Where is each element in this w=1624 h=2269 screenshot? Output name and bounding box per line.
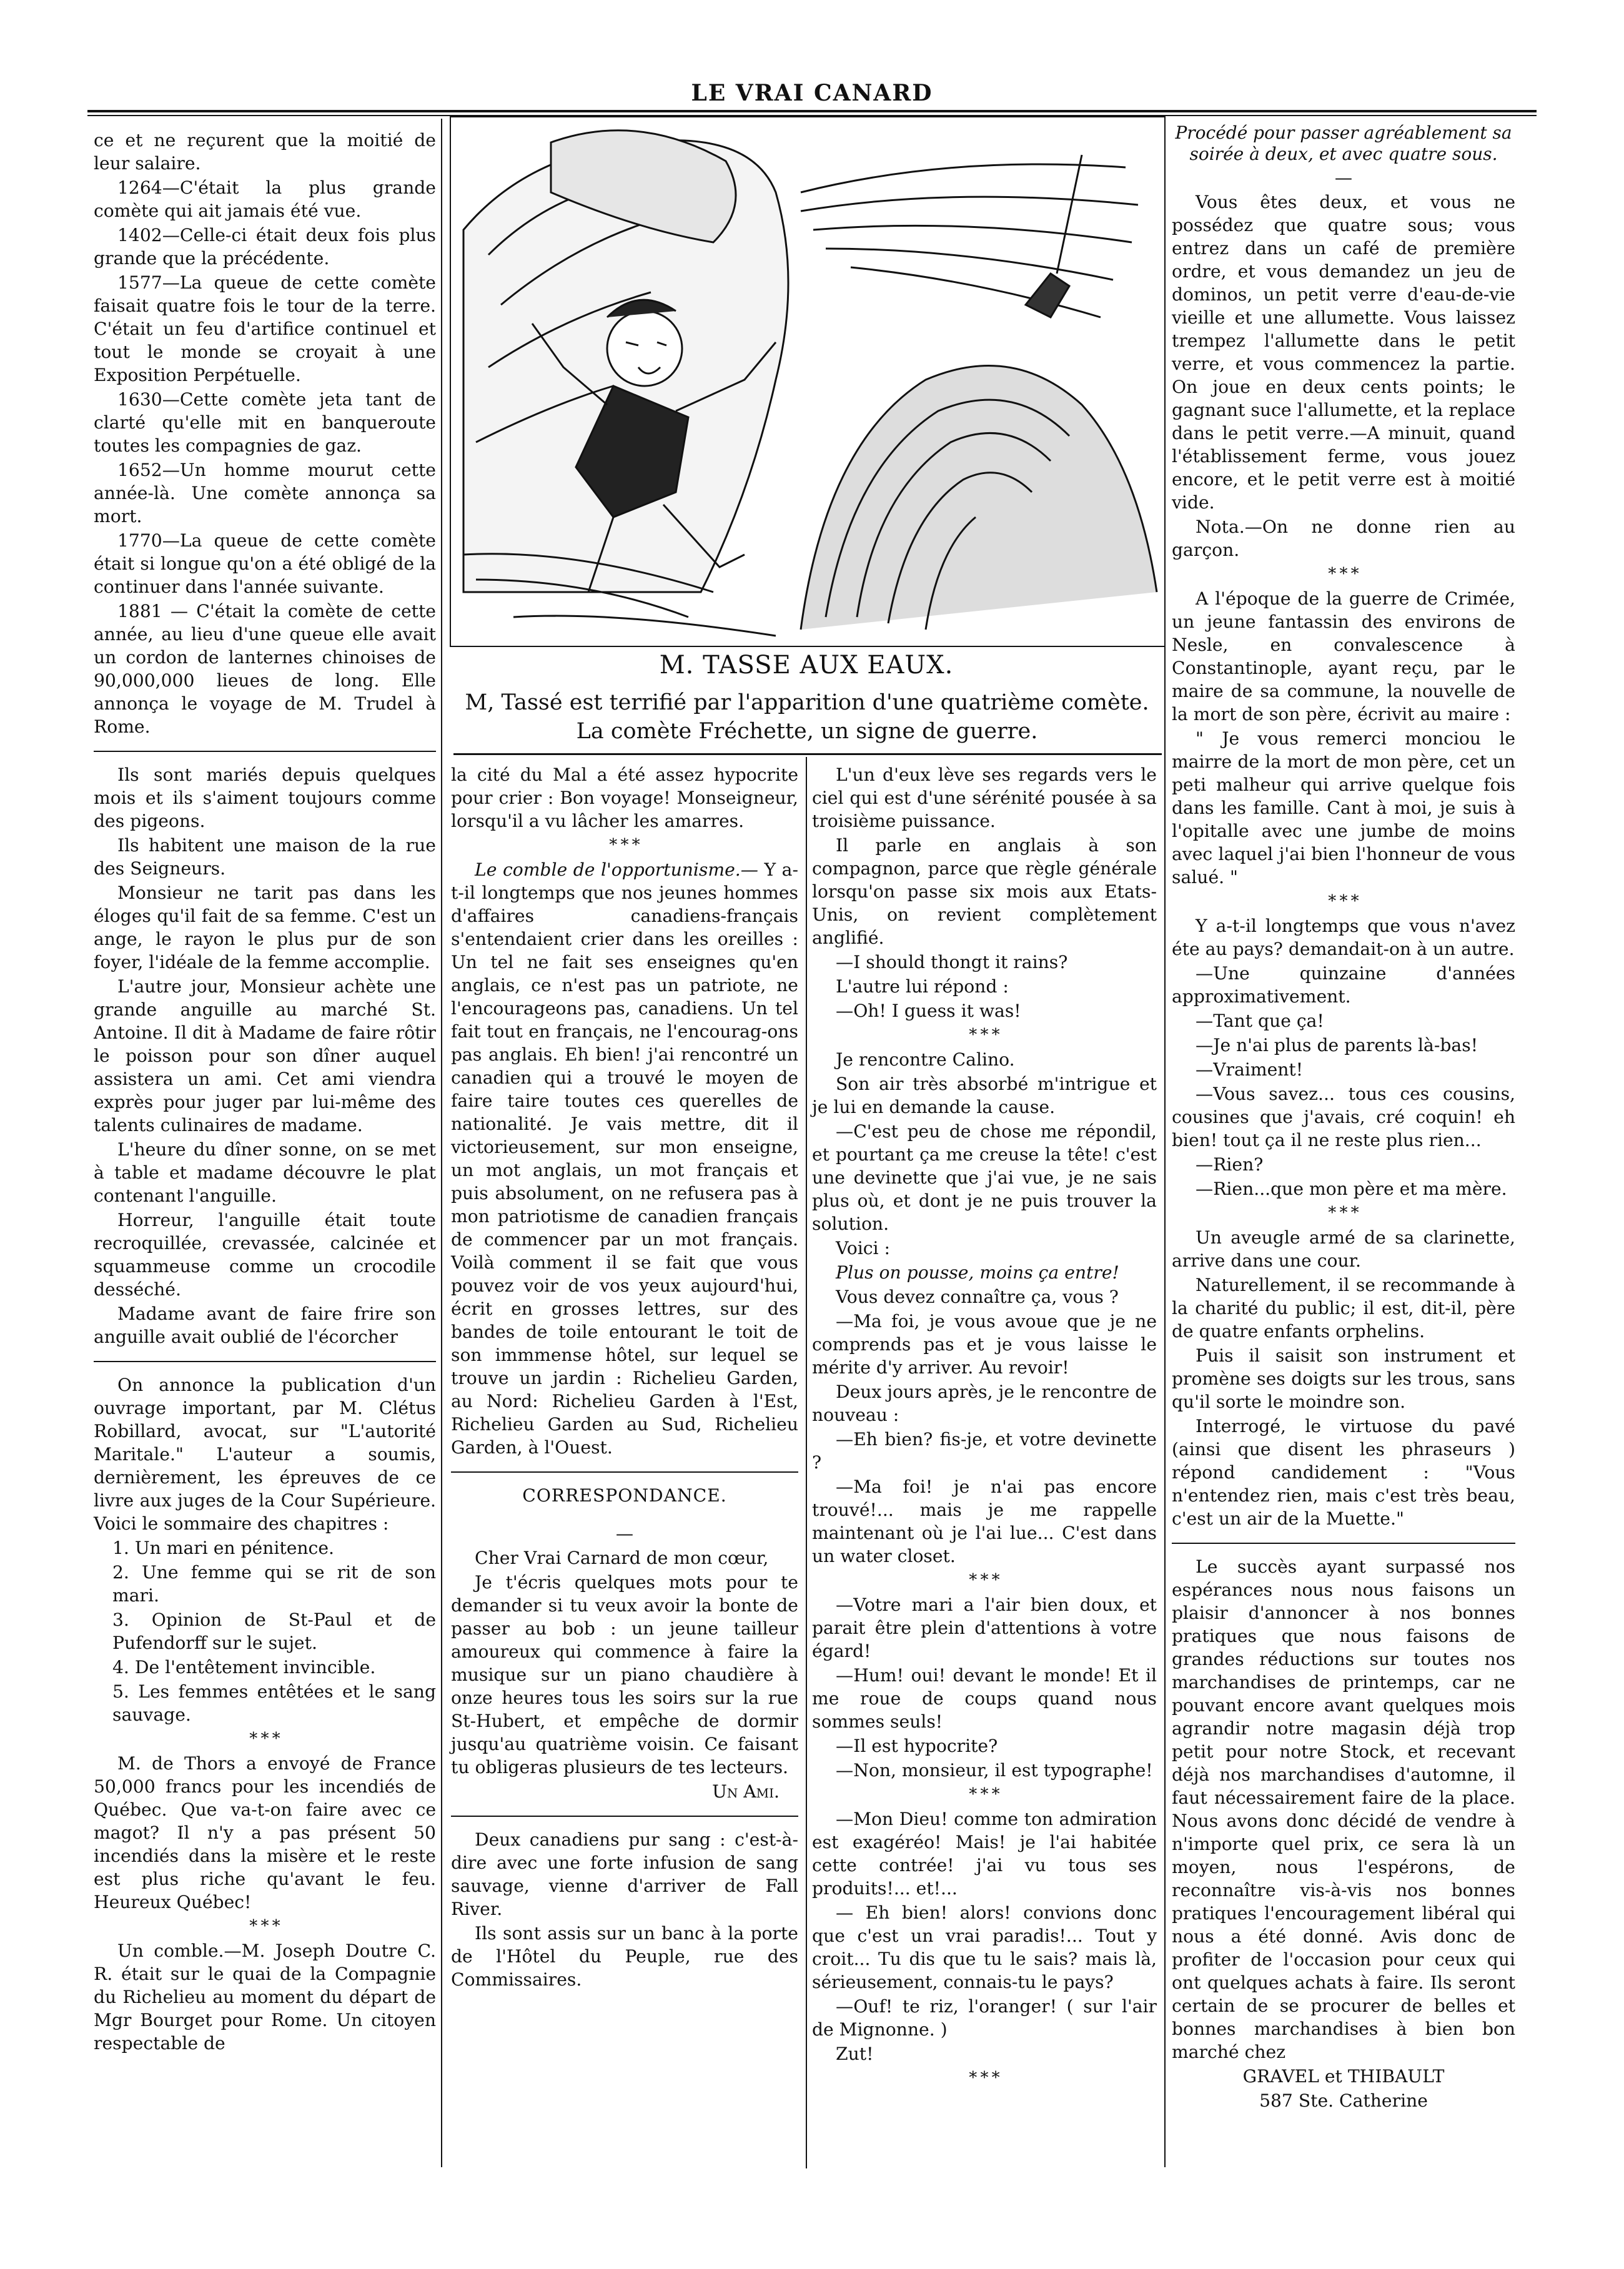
mari-paragraph: —Il est hypocrite? [836, 1736, 998, 1756]
aveugle-paragraph: Puis il saisit son instrument et promène ses doigts sur les trous, sans qu'il sorte le moindre son. [1172, 1345, 1515, 1412]
advertiser-address: 587 Ste. Catherine [1259, 2090, 1428, 2111]
masthead: LE VRAI CANARD [691, 80, 933, 106]
dash-divider: — [1334, 167, 1353, 188]
procede-paragraph: Vous êtes deux, et vous ne possédez que quatre sous; vous entrez dans un café de première ordre, et vous demandez un jeu de dominos, un petit verre d'eau-de-vie vieille et une allumette. Vous laissez trempez l'allumette dans le petit verre, et vous commencez la partie. On joue en deux cents points; le gagnant suce l'allumette, et la replace dans le petit verre.—A minuit, quand l'établissement ferme, vous jouez encore, et le petit verre est à moitié vide. [1172, 192, 1515, 513]
anguille-paragraph: Horreur, l'anguille était toute recroquillée, crevassée, calcinée et squammeuse comme un crocodile desséché. [94, 1210, 436, 1300]
calino-paragraph: Voici : [836, 1238, 891, 1258]
anguille-paragraph: Madame avant de faire frire son anguille avait oublié de l'écorcher [94, 1303, 436, 1347]
asterism: * * * [1328, 892, 1359, 911]
aveugle-paragraph: Un aveugle armé de sa clarinette, arrive dans une cour. [1172, 1227, 1515, 1271]
calino-paragraph: Deux jours après, je le rencontre de nouveau : [812, 1382, 1157, 1425]
engraving-drawing [451, 117, 1164, 646]
column-rule-2 [806, 757, 807, 2168]
cite-du-mal-paragraph: la cité du Mal a été assez hypocrite pour crier : Bon voyage! Monseigneur, lorsqu'il a vu lâcher les amarres. [451, 764, 798, 831]
opportunisme-text: Y a-t-il longtemps que nos jeunes hommes d'affaires canadiens-français s'entendaient crier dans les oreilles : Un tel ne fait ses enseignes qu'en anglais, ce n'est pas un patriote, ne l'encourageons pas, canadiens. Un tel fait tout en français, ne l'encourag-ons pas anglais. Eh bien! j'ai rencontré un canadien qui a trouvé le moyen de faire taire toutes ces querelles de nationalité. Je vais mettre, dit il victorieusement, sur mon enseigne, un mot anglais, un mot français et puis absolument, on ne refusera pas à mon patriotisme de canadien français de commencer par un mot français. Voilà comment il se fait que vous pouvez voir de vos yeux aujourd'hui, écrit en grosses lettres, sur des bandes de toile entourant le toit de son immmense hôtel, sur lequel se trouve un jardin : Richelieu Garden, au Nord: Richelieu Garden à l'Est, Richelieu Garden au Sud, Richelieu Garden, à l'Ouest. [451, 859, 799, 1458]
comet-entry: 1630—Cette comète jeta tant de clarté qu'elle mit en banqueroute toutes les compagnies de gaz. [94, 389, 436, 456]
doutre-paragraph: Un comble.—M. Joseph Doutre C. R. était sur le quai de la Compagnie du Richelieu au moment du départ de Mgr Bourget pour Rome. Un citoyen respectable de [94, 1940, 436, 2054]
advertisement: Le succès ayant surpassé nos espérances nous nous faisons un plaisir d'annoncer à nos bonnes pratiques que nous faisons de grandes réductions sur toutes nos marchandises de printemps, car ne pouvant encore avant quelques mois agrandir notre magasin déjà trop petit pour notre Stock, et recevant déjà nos marchandises d'automne, il faut nécessairement faire de la place. Nous avons donc décidé de vendre à n'importe quel prix, ce sera là un moyen, nous l'espérons, de reconnaître vis-à-vis nos bonnes pratiques l'encouragement libéral qui nous a été donné. Avis donc de profiter de l'occasion pour ceux qui ont quelques achats à faire. Ils seront certain de se procurer de belles et bonnes marchandises à bien bon marché chez [1172, 1556, 1515, 2062]
chapter-item: 3. Opinion de St-Paul et de Pufendorff sur le sujet. [112, 1609, 436, 1653]
asterism: * * * [969, 1571, 1000, 1589]
separator [94, 751, 436, 752]
calino-paragraph: —Eh bien? fis-je, et votre devinette ? [812, 1429, 1157, 1473]
column-1 [94, 129, 436, 2056]
anglifie-paragraph: L'un d'eux lève ses regards vers le ciel qui est d'une sérénité pousée à sa troisième puissance. [812, 764, 1157, 831]
anguille-paragraph: L'heure du dîner sonne, on se met à table et madame découvre le plat contenant l'anguille. [94, 1139, 436, 1206]
separator [1172, 1543, 1515, 1544]
parents-paragraph: —Vous savez... tous ces cousins, cousines que j'avais, cré coquin! eh bien! tout ça il ne reste plus rien... [1172, 1084, 1515, 1150]
riddle: Plus on pousse, moins ça entre! [836, 1262, 1119, 1283]
aveugle-paragraph: Interrogé, le virtuose du pavé (ainsi que disent les phraseurs ) répond candidement : "Vous n'entendez rien, mais c'est très beau, c'est un air de la Muette." [1172, 1416, 1515, 1529]
anguille-paragraph: L'autre jour, Monsieur achète une grande anguille au marché St. Antoine. Il dit à Madame de faire rôtir le poisson pour son dîner auquel assistera un ami. Cet ami viendra exprès pour juger par lui-même des talents culinaires de madame. [94, 976, 436, 1135]
calino-paragraph: —Ma foi! je n'ai pas encore trouvé!... mais je me rappelle maintenant où je l'ai lue... C'est dans un water closet. [812, 1476, 1157, 1566]
asterism: * * * [1328, 565, 1359, 583]
comet-entry: 1770—La queue de cette comète était si longue qu'on a été obligé de la continuer dans l'année suivante. [94, 530, 436, 597]
asterism: * * * [609, 836, 640, 854]
asterism: * * * [249, 1917, 280, 1935]
calino-paragraph: Son air très absorbé m'intrigue et je lui en demande la cause. [812, 1074, 1157, 1117]
illustration-tasse-comet [450, 116, 1166, 647]
calino-paragraph: Vous devez connaître ça, vous ? [836, 1287, 1119, 1307]
anglifie-line: L'autre lui répond : [836, 976, 1009, 997]
calino-paragraph: —Ma foi, je vous avoue que je ne comprends pas et je vous laisse le mérite d'y arriver. Au revoir! [812, 1311, 1157, 1378]
correspondance-body: Je t'écris quelques mots pour te demander si tu veux avoir la bonte de passer au bob : un jeune tailleur amoureux qui commence à faire la musique sur un piano chaudière à onze heures tous les soirs sur la rue St-Hubert, et empêche de dormir jusqu'au quatrième voisin. Ce faisant tu obligeras plusieurs de tes lecteurs. [451, 1572, 798, 1777]
parents-paragraph: —Je n'ai plus de parents là-bas! [1196, 1035, 1478, 1055]
parents-paragraph: —Une quinzaine d'années approximativement. [1172, 963, 1515, 1007]
comet-entry: 1577—La queue de cette comète faisait quatre fois le tour de la terre. C'était un feu d'artifice continuel et tout le monde se croyait à une Exposition Perpétuelle. [94, 272, 436, 385]
anguille-paragraph: Ils habitent une maison de la rue des Seigneurs. [94, 835, 436, 879]
comet-entry: 1402—Celle-ci était deux fois plus grande que la précédente. [94, 225, 436, 269]
chapter-item: 5. Les femmes entêtées et le sang sauvage. [112, 1681, 436, 1725]
calino-paragraph: Je rencontre Calino. [836, 1049, 1015, 1070]
pays-paragraph: —Mon Dieu! comme ton admiration est exagéréo! Mais! je l'ai habitée cette contrée! j'ai vu tous ses produits!... et!... [812, 1809, 1157, 1899]
asterism: * * * [249, 1729, 280, 1748]
separator [451, 1816, 798, 1817]
mari-paragraph: —Non, monsieur, il est typographe! [836, 1760, 1153, 1781]
canadiens-paragraph: Deux canadiens pur sang : c'est-à-dire avec une forte infusion de sang sauvage, vienne d'arriver de Fall River. [451, 1829, 798, 1919]
column-4 [1172, 122, 1515, 2113]
opportunisme-paragraph [451, 858, 798, 1459]
anglifie-paragraph: Il parle en anglais à son compagnon, parce que règle générale lorsqu'on passe six mois aux Etats-Unis, on revient complètement anglifié. [812, 835, 1157, 948]
asterism: * * * [1328, 1204, 1359, 1222]
chapter-item: 2. Une femme qui se rit de son mari. [112, 1562, 436, 1606]
asterism: * * * [969, 2069, 1000, 2087]
parents-paragraph: —Vraiment! [1196, 1059, 1304, 1080]
column-3 [812, 763, 1157, 2091]
parents-paragraph: Y a-t-il longtemps que vous n'avez éte au pays? demandait-on à un autre. [1172, 916, 1515, 959]
chapter-item: 4. De l'entêtement invincible. [112, 1657, 376, 1678]
separator [94, 1361, 436, 1362]
comet-entry: 1881 — C'était la comète de cette année, au lieu d'une queue elle avait un cordon de lanternes chinoises de 90,000,000 lieues de long. Elle annonça le voyage de M. Trudel à Rome. [94, 601, 436, 737]
separator [451, 1471, 798, 1473]
canadiens-paragraph-2: Ils sont assis sur un banc à la porte de l'Hôtel du Peuple, rue des Commissaires. [451, 1923, 798, 1990]
opportunisme-heading: Le comble de l'opportunisme.— [475, 859, 758, 880]
anglifie-line: —Oh! I guess it was! [836, 1001, 1021, 1021]
crimee-letter: " Je vous remerci monciou le mairre de la mort de mon père, cet un peti malheur qui arrive quelque fois dans les famille. Cant à moi, je suis à l'opitalle avec une jumbe de moins avec laquel j'ai bien l'honneur de vous salué. " [1172, 728, 1515, 887]
correspondance-signature: Un Ami. [712, 1781, 780, 1802]
asterism: * * * [969, 1026, 1000, 1044]
parents-paragraph: —Rien? [1196, 1154, 1264, 1175]
asterism: * * * [969, 1785, 1000, 1804]
comet-entry: ce et ne reçurent que la moitié de leur salaire. [94, 130, 436, 174]
illustration-caption: M, Tassé est terrifié par l'apparition d'une quatrième comète. La comète Fréchette, un signe de guerre. [465, 690, 1149, 744]
anglifie-line: —I should thongt it rains? [836, 952, 1068, 972]
parents-paragraph: —Rien...que mon père et ma mère. [1196, 1179, 1507, 1199]
calino-paragraph: —C'est peu de chose me répondil, et pourtant ça me creuse la tête! c'est une devinette que j'ai vue, je ne sais plus où, et dont je ne puis trouver la solution. [812, 1121, 1157, 1234]
parents-paragraph: —Tant que ça! [1196, 1011, 1324, 1031]
mari-paragraph: —Votre mari a l'air bien doux, et parait être plein d'attentions à votre égard! [812, 1594, 1157, 1661]
column-2 [451, 763, 798, 1992]
pays-paragraph: —Ouf! te riz, l'oranger! ( sur l'air de Mignonne. ) [812, 1996, 1157, 2040]
comet-entry: 1652—Un homme mourut cette année-là. Une comète annonça sa mort. [94, 460, 436, 526]
anguille-paragraph: Monsieur ne tarit pas dans les éloges qu'il fait de sa femme. C'est un ange, le rayon le plus pur de son foyer, l'idéale de la femme accomplie. [94, 882, 436, 972]
comet-entry: 1264—C'était la plus grande comète qui ait jamais été vue. [94, 177, 436, 221]
thors-paragraph: M. de Thors a envoyé de France 50,000 francs pour les incendiés de Québec. Que va-t-on faire avec ce magot? Il n'y a pas présent 50 incendiés dans la misère et le reste est plus riche qu'avant le feu. Heureux Québec! [94, 1753, 436, 1912]
mari-paragraph: —Hum! oui! devant le monde! Et il me roue de coups quand nous sommes seuls! [812, 1665, 1157, 1732]
masthead-rule-thick [87, 110, 1537, 112]
publication-intro: On annonce la publication d'un ouvrage important, par M. Clétus Robillard, avocat, sur "L'autorité Maritale." L'auteur a soumis, dernièrement, les épreuves de ce livre aux juges de la Cour Supérieure. Voici le sommaire des chapitres : [94, 1375, 436, 1534]
advertiser-name: GRAVEL et THIBAULT [1242, 2066, 1445, 2087]
correspondance-salutation: Cher Vrai Carnard de mon cœur, [475, 1548, 769, 1568]
dash-divider: — [615, 1523, 634, 1544]
caption-rule [453, 753, 1162, 755]
chapter-item: 1. Un mari en pénitence. [112, 1538, 334, 1558]
pays-paragraph: Zut! [836, 2044, 874, 2064]
column-rule-1 [441, 119, 442, 2167]
illustration-title: M. TASSE AUX EAUX. [659, 651, 954, 680]
aveugle-paragraph: Naturellement, il se recommande à la charité du public; il est, dit-il, père de quatre enfants orphelins. [1172, 1275, 1515, 1342]
crimee-paragraph: A l'époque de la guerre de Crimée, un jeune fantassin des environs de Nesle, en convalescence à Constantinople, ayant reçu, par le maire de sa commune, la nouvelle de la mort de son père, écrivit au maire : [1172, 588, 1515, 724]
procede-heading: Procédé pour passer agréablement sa soirée à deux, et avec quatre sous. [1175, 122, 1512, 164]
anguille-paragraph: Ils sont mariés depuis quelques mois et ils s'aiment toujours comme des pigeons. [94, 764, 436, 831]
correspondance-title: CORRESPONDANCE. [522, 1485, 727, 1506]
pays-paragraph: — Eh bien! alors! convions donc que c'est un vrai paradis!... Tout y croit... Tu dis que tu le sais? mais là, sérieusement, connais-tu le pays? [812, 1902, 1157, 1992]
nota-paragraph: Nota.—On ne donne rien au garçon. [1172, 517, 1515, 560]
